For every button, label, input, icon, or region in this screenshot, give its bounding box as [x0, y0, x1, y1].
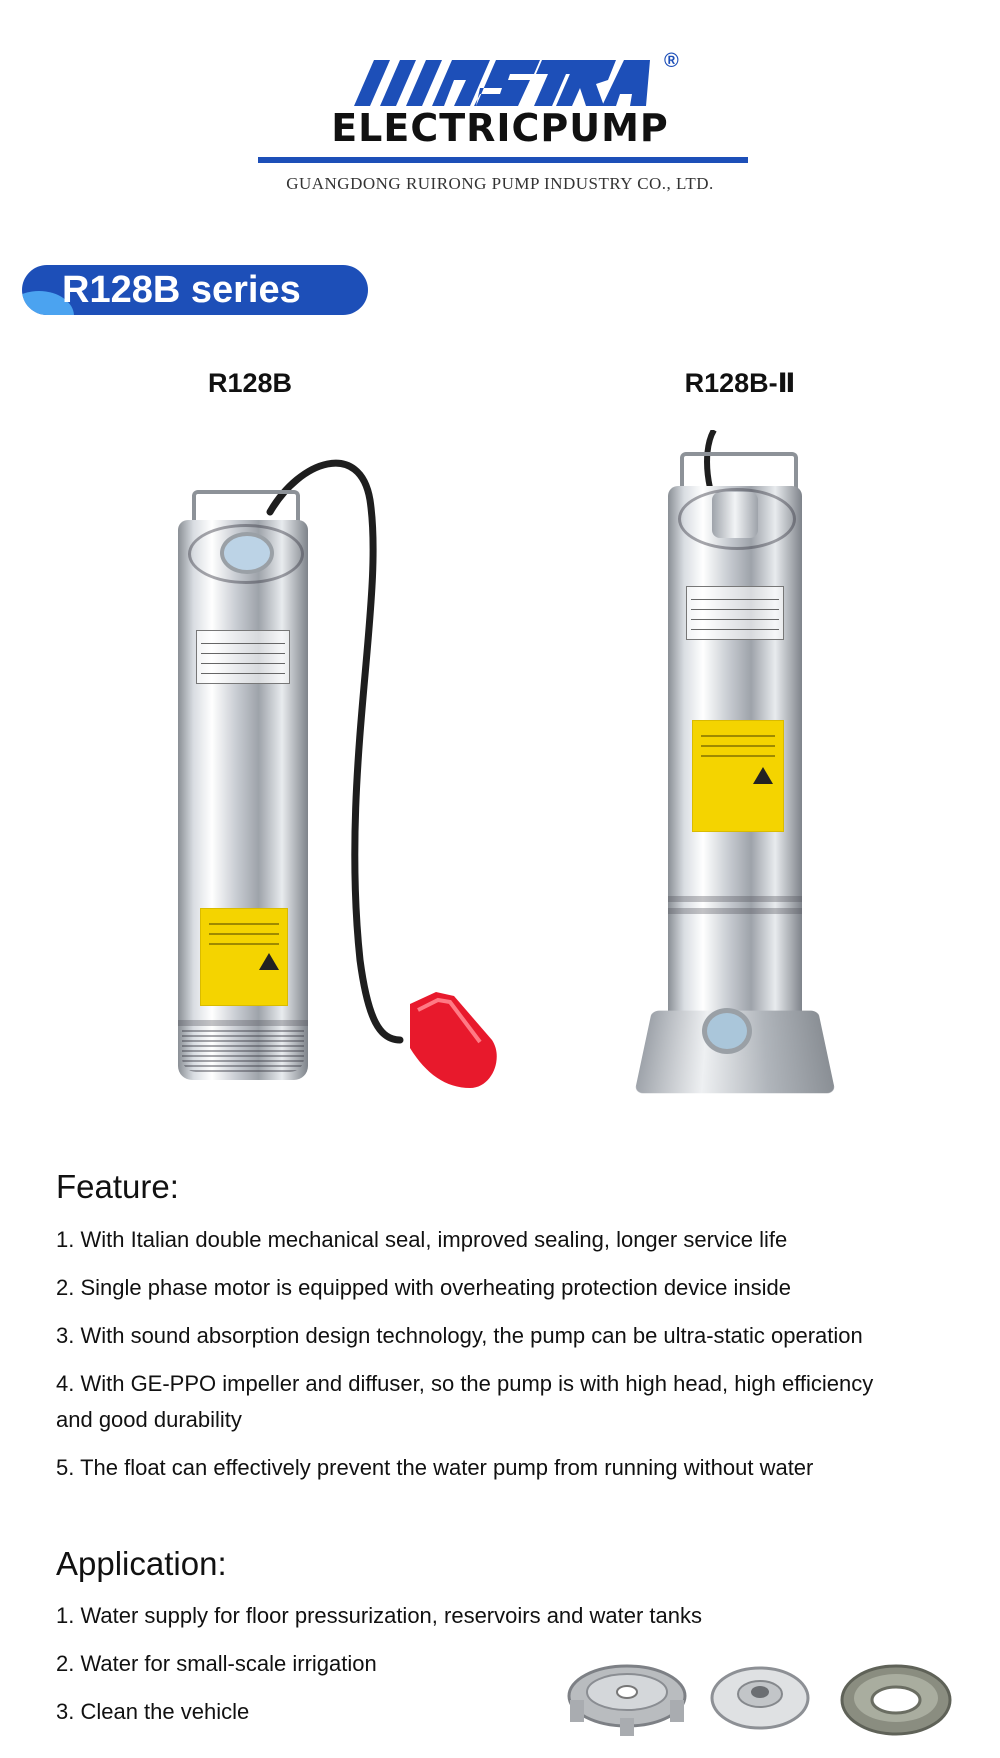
mastra-logo-icon — [340, 54, 660, 106]
feature-item: and good durability — [56, 1407, 242, 1432]
application-title: Application: — [56, 1545, 227, 1582]
pump-handle — [192, 490, 300, 524]
spec-plate — [686, 586, 784, 640]
application-item: 1. Water supply for floor pressurization, reservoirs and water tanks — [56, 1603, 703, 1628]
application-item: 2. Water for small-scale irrigation — [56, 1651, 377, 1676]
model-title-r128b: R128B — [207, 368, 293, 398]
brand-subtitle: ELECTRICPUMP — [331, 106, 669, 150]
registered-mark: ® — [664, 50, 679, 72]
feature-item: 3. With sound absorption design technology, the pump can be ultra-static operation — [56, 1323, 863, 1348]
model-title-r128b-ii: R128B-Ⅱ — [684, 368, 796, 398]
feature-title: Feature: — [56, 1168, 179, 1205]
float-switch-icon — [396, 988, 506, 1098]
warning-label — [692, 720, 784, 832]
feature-item: 2. Single phase motor is equipped with overheating protection device inside — [56, 1275, 792, 1300]
pump-r128b-image — [150, 440, 510, 1110]
brand-underline — [258, 157, 748, 163]
side-outlet — [702, 1008, 752, 1054]
series-badge — [22, 265, 368, 315]
pump-handle — [680, 452, 798, 490]
warning-label — [200, 908, 288, 1006]
diffuser-part-icon — [562, 1648, 692, 1738]
spec-plate — [196, 630, 290, 684]
brand-header — [0, 40, 1000, 200]
series-label: R128B series — [62, 269, 301, 311]
feature-item: 5. The float can effectively prevent the water pump from running without water — [56, 1455, 814, 1480]
feature-item: 4. With GE-PPO impeller and diffuser, so the pump is with high head, high efficiency — [56, 1371, 874, 1396]
warning-triangle-icon — [753, 767, 773, 784]
suction-strainer — [182, 1028, 304, 1072]
impeller-cover-part-icon — [838, 1650, 954, 1740]
application-item: 3. Clean the vehicle — [56, 1699, 250, 1724]
warning-triangle-icon — [259, 953, 279, 970]
impeller-part-icon — [708, 1656, 812, 1734]
pump-body — [178, 520, 308, 1080]
pump-r128b-ii-image — [640, 430, 830, 1110]
pump-body — [668, 486, 802, 1034]
feature-item: 1. With Italian double mechanical seal, improved sealing, longer service life — [56, 1227, 788, 1252]
company-name: GUANGDONG RUIRONG PUMP INDUSTRY CO., LTD. — [286, 174, 714, 193]
